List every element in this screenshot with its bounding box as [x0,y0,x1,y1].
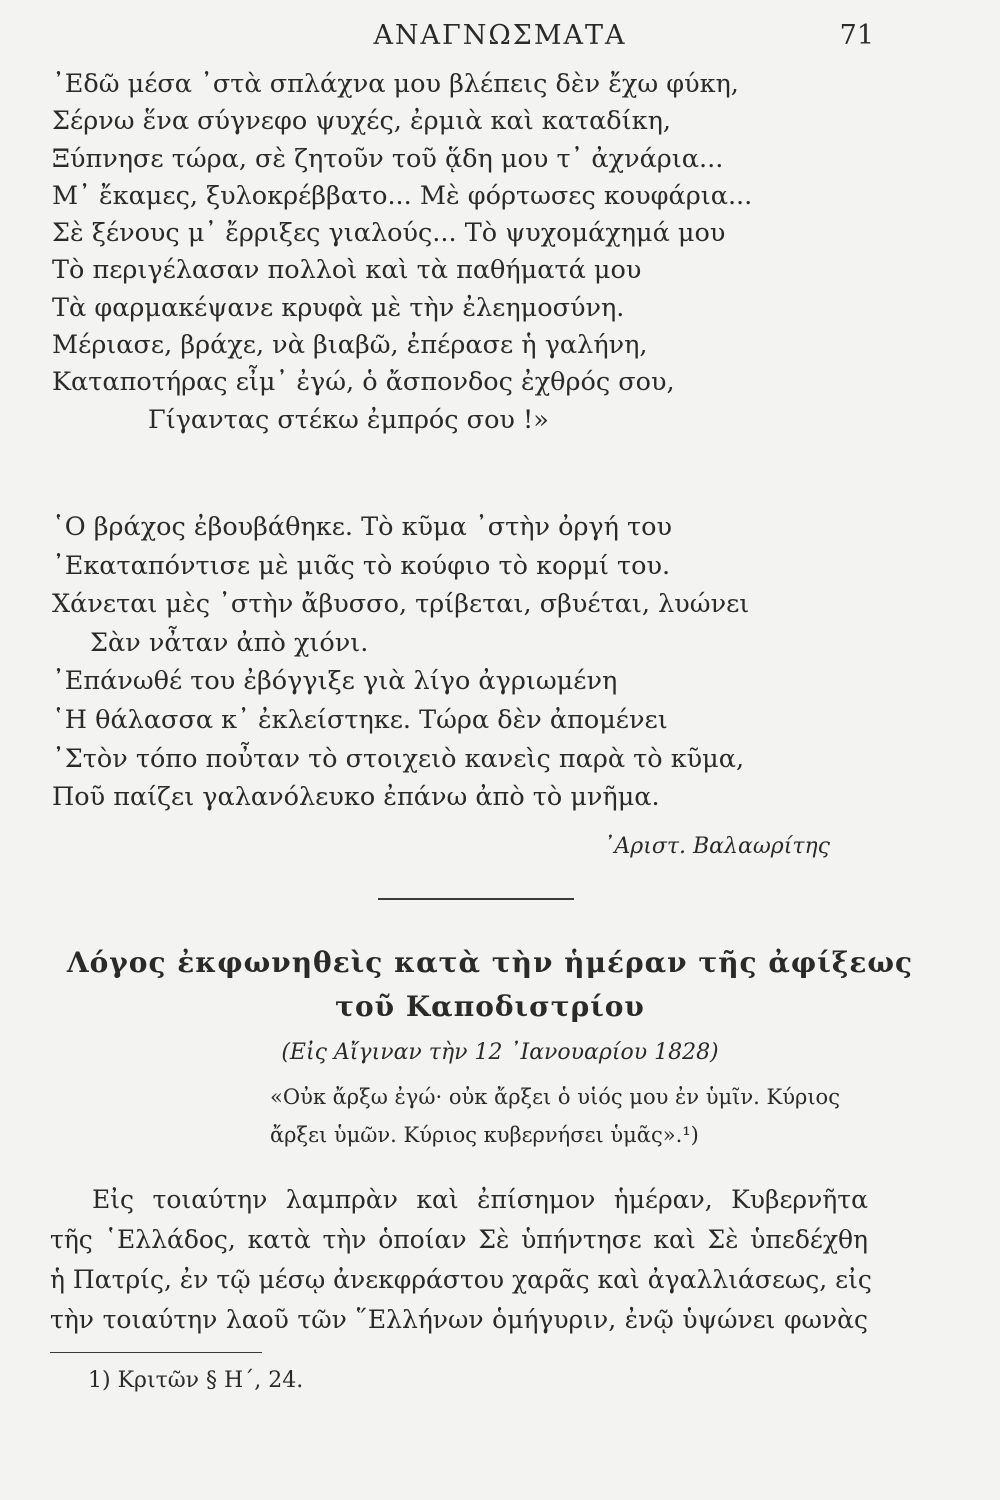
poem-line: Σὲ ξένους μ᾿ ἔρριξες γιαλούς... Τὸ ψυχομάχημά μου [52,218,726,249]
section-divider [378,898,574,900]
running-title: ΑΝΑΓΝΩΣΜΑΤΑ [373,20,627,51]
body-line: Εἰς τοιαύτην λαμπρὰν καὶ ἐπίσημον ἡμέραν, Κυβερνῆτα [92,1185,868,1214]
page-number: 71 [839,20,874,51]
poem-line: Μ᾿ ἔκαμες, ξυλοκρέββατο... Μὲ φόρτωσες κουφάρια... [52,180,753,211]
poem-line: ῾Η θάλασσα κ᾿ ἐκλείστηκε. Τώρα δὲν ἀπομένει [52,704,668,735]
poem-line: Σέρνω ἕνα σύγνεφο ψυχές, ἐρμιὰ καὶ καταδίκη, [52,106,671,137]
poem-line: Γίγαντας στέκω ἐμπρός σου !» [148,404,549,435]
poem-line: Ποῦ παίζει γαλανόλευκο ἐπάνω ἀπὸ τὸ μνῆμα. [52,782,660,813]
poem-line: Μέριασε, βράχε, νὰ βιαβῶ, ἐπέρασε ἡ γαλήνη, [52,330,648,361]
epigraph-line: ἄρξει ὑμῶν. Κύριος κυβερνήσει ὑμᾶς».¹) [270,1123,699,1147]
epigraph-line: «Οὐκ ἄρξω ἐγώ· οὐκ ἄρξει ὁ υἱός μου ἐν ὑμῖν. Κύριος [270,1085,840,1109]
speech-subtitle: (Εἰς Αἴγιναν τὴν 12 ᾿Ιανουαρίου 1828) [281,1040,719,1065]
poem-line: Τὰ φαρμακέψανε κρυφὰ μὲ τὴν ἐλεημοσύνη. [52,292,625,323]
poem-signature: ᾿Αριστ. Βαλαωρίτης [603,834,830,859]
speech-body [50,1180,872,1340]
footnote-divider [50,1352,262,1353]
poem-line: ῾Ο βράχος ἐβουβάθηκε. Τὸ κῦμα ᾿στὴν ὀργή του [52,512,673,542]
epigraph [270,1078,870,1154]
poem-line: Σὰν νἆταν ἀπὸ χιόνι. [90,627,369,658]
poem-line: ᾿Εκαταπόντισε μὲ μιᾶς τὸ κούφιο τὸ κορμί του. [52,550,671,581]
speech-title-line-2: τοῦ Καποδιστρίου [335,990,645,1023]
footnote: 1) Κριτῶν § Η΄, 24. [88,1368,304,1393]
body-line: τῆς ῾Ελλάδος, κατὰ τὴν ὁποίαν Σὲ ὑπήντησε καὶ Σὲ ὑπεδέχθη [50,1225,868,1254]
body-line: ἡ Πατρίς, ἐν τῷ μέσῳ ἀνεκφράστου χαρᾶς καὶ ἀγαλλιάσεως, εἰς [50,1265,872,1294]
poem-line: ᾿Στὸν τόπο ποὖταν τὸ στοιχειὸ κανεὶς παρὰ τὸ κῦμα, [52,743,745,774]
poem-line: Ξύπνησε τώρα, σὲ ζητοῦν τοῦ ᾅδη μου τ᾿ ἀχνάρια... [52,143,724,174]
page-header [0,14,1000,54]
poem-stanza-1 [52,66,872,439]
poem-line: Καταποτήρας εἶμ᾿ ἐγώ, ὁ ἄσπονδος ἐχθρός σου, [52,367,675,398]
poem-line: Τὸ περιγέλασαν πολλοὶ καὶ τὰ παθήματά μου [52,255,642,286]
body-line: τὴν τοιαύτην λαοῦ τῶν ῞Ελλήνων ὁμήγυριν, ἐνῷ ὑψώνει φωνὰς [50,1305,868,1334]
poem-line: ᾿Εδῶ μέσα ᾿στὰ σπλάχνα μου βλέπεις δὲν ἔχω φύκη, [52,69,739,99]
speech-title-line-1: Λόγος ἐκφωνηθεὶς κατὰ τὴν ἡμέραν τῆς ἀφίξεως [66,946,914,979]
poem-stanza-2 [52,508,872,817]
poem-line: Χάνεται μὲς ᾿στὴν ἄβυσσο, τρίβεται, σβυέται, λυώνει [52,589,750,620]
poem-line: ᾿Επάνωθέ του ἐβόγγιξε γιὰ λίγο ἀγριωμένη [52,666,618,697]
